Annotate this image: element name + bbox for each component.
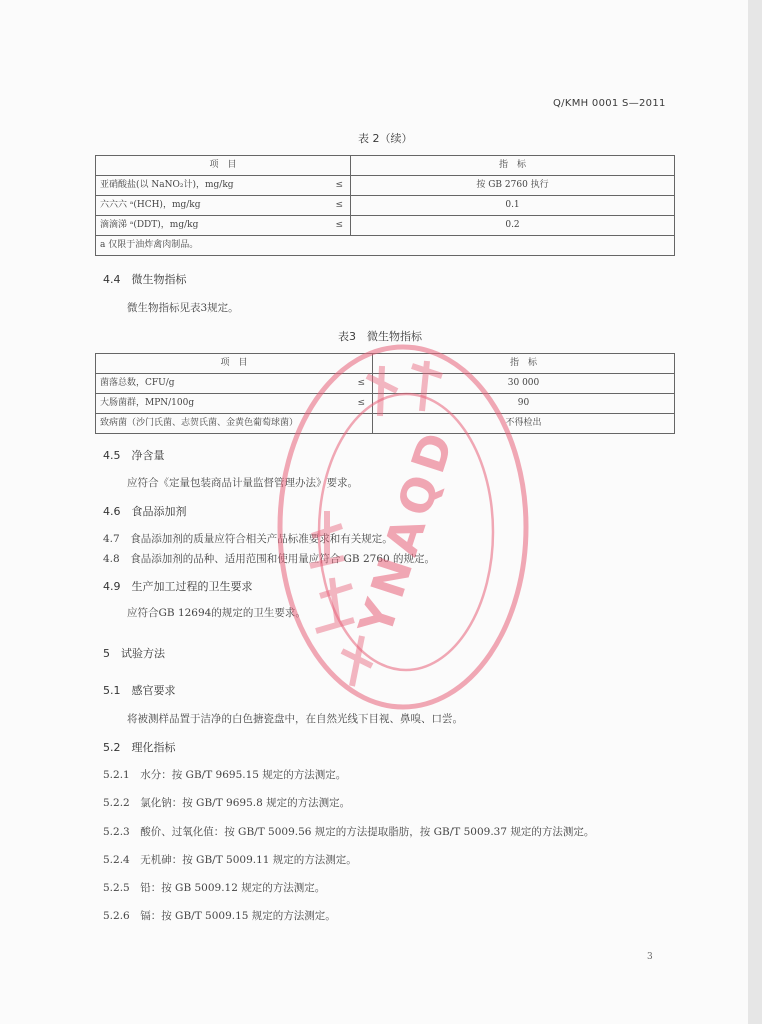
section-4-9-heading: 4.9 生产加工过程的卫生要求 bbox=[103, 580, 253, 593]
list-item: 5.2.3 酸价、过氧化值：按 GB/T 5009.56 规定的方法提取脂肪，按 GB/T 5009.37 规定的方法测定。 bbox=[103, 826, 595, 838]
table-cell-item: 亚硝酸盐(以 NaNO₂计)，mg/kg bbox=[96, 176, 329, 196]
table-cell-op bbox=[351, 414, 373, 434]
page-number: 3 bbox=[647, 952, 653, 962]
table-header-cell: 指 标 bbox=[351, 156, 675, 176]
table-cell-value: 按 GB 2760 执行 bbox=[351, 176, 675, 196]
table-cell-value: 0.2 bbox=[351, 216, 675, 236]
scan-edge bbox=[748, 0, 762, 1024]
list-item: 5.2.2 氯化钠：按 GB/T 9695.8 规定的方法测定。 bbox=[103, 797, 351, 809]
table-footnote-row bbox=[96, 236, 675, 256]
table3-caption: 表3 微生物指标 bbox=[338, 330, 422, 343]
section-5-heading: 5 试验方法 bbox=[103, 647, 165, 660]
table2-caption: 表 2（续） bbox=[358, 132, 413, 145]
section-4-4-heading: 4.4 微生物指标 bbox=[103, 273, 187, 286]
section-4-9-text: 应符合GB 12694的规定的卫生要求。 bbox=[127, 607, 306, 619]
table-header-row bbox=[96, 156, 675, 176]
table-cell-op: ≤ bbox=[329, 176, 351, 196]
table-cell-value: 90 bbox=[373, 394, 675, 414]
section-4-5-text: 应符合《定量包装商品计量监督管理办法》要求。 bbox=[127, 477, 358, 489]
table-header-row bbox=[96, 354, 675, 374]
section-4-4-text: 微生物指标见表3规定。 bbox=[127, 302, 239, 314]
list-item: 5.2.1 水分：按 GB/T 9695.15 规定的方法测定。 bbox=[103, 769, 347, 781]
table-header-cell: 项 目 bbox=[96, 156, 351, 176]
table-cell-item: 致病菌（沙门氏菌、志贺氏菌、金黄色葡萄球菌） bbox=[96, 414, 351, 434]
table-cell-item: 大肠菌群，MPN/100g bbox=[96, 394, 351, 414]
table-cell-op: ≤ bbox=[351, 374, 373, 394]
seal-inner-text: YNAQD bbox=[347, 420, 466, 642]
table-row bbox=[96, 414, 675, 434]
section-5-1-text: 将被测样品置于洁净的白色搪瓷盘中，在自然光线下目视、鼻嗅、口尝。 bbox=[127, 713, 463, 725]
table-header-cell: 项 目 bbox=[96, 354, 373, 374]
table2 bbox=[95, 155, 675, 256]
table-header-cell: 指 标 bbox=[373, 354, 675, 374]
table-cell-op: ≤ bbox=[329, 196, 351, 216]
table-row bbox=[96, 196, 675, 216]
table-cell-item: 滴滴涕 ᵃ(DDT)，mg/kg bbox=[96, 216, 329, 236]
section-4-7-text: 4.7 食品添加剂的质量应符合相关产品标准要求和有关规定。 bbox=[103, 533, 393, 545]
section-5-2-heading: 5.2 理化指标 bbox=[103, 741, 176, 754]
table-row bbox=[96, 394, 675, 414]
table-cell-value: 30 000 bbox=[373, 374, 675, 394]
table-footnote: a 仅限于油炸禽肉制品。 bbox=[96, 236, 675, 256]
table-cell-value: 0.1 bbox=[351, 196, 675, 216]
table-row bbox=[96, 216, 675, 236]
list-item: 5.2.6 镉：按 GB/T 5009.15 规定的方法测定。 bbox=[103, 910, 336, 922]
list-item: 5.2.5 铅：按 GB 5009.12 规定的方法测定。 bbox=[103, 882, 326, 894]
table3 bbox=[95, 353, 675, 434]
section-4-8-text: 4.8 食品添加剂的品种、适用范围和使用量应符合 GB 2760 的规定。 bbox=[103, 553, 436, 565]
table-row bbox=[96, 374, 675, 394]
list-item: 5.2.4 无机砷：按 GB/T 5009.11 规定的方法测定。 bbox=[103, 854, 357, 866]
table-cell-item: 六六六 ᵃ(HCH)，mg/kg bbox=[96, 196, 329, 216]
table-cell-op: ≤ bbox=[351, 394, 373, 414]
table-cell-item: 菌落总数，CFU/g bbox=[96, 374, 351, 394]
section-4-5-heading: 4.5 净含量 bbox=[103, 449, 165, 462]
table-cell-op: ≤ bbox=[329, 216, 351, 236]
section-5-1-heading: 5.1 感官要求 bbox=[103, 684, 176, 697]
table-cell-value: 不得检出 bbox=[373, 414, 675, 434]
section-4-6-heading: 4.6 食品添加剂 bbox=[103, 505, 187, 518]
table-row bbox=[96, 176, 675, 196]
standard-code: Q/KMH 0001 S—2011 bbox=[553, 98, 666, 109]
